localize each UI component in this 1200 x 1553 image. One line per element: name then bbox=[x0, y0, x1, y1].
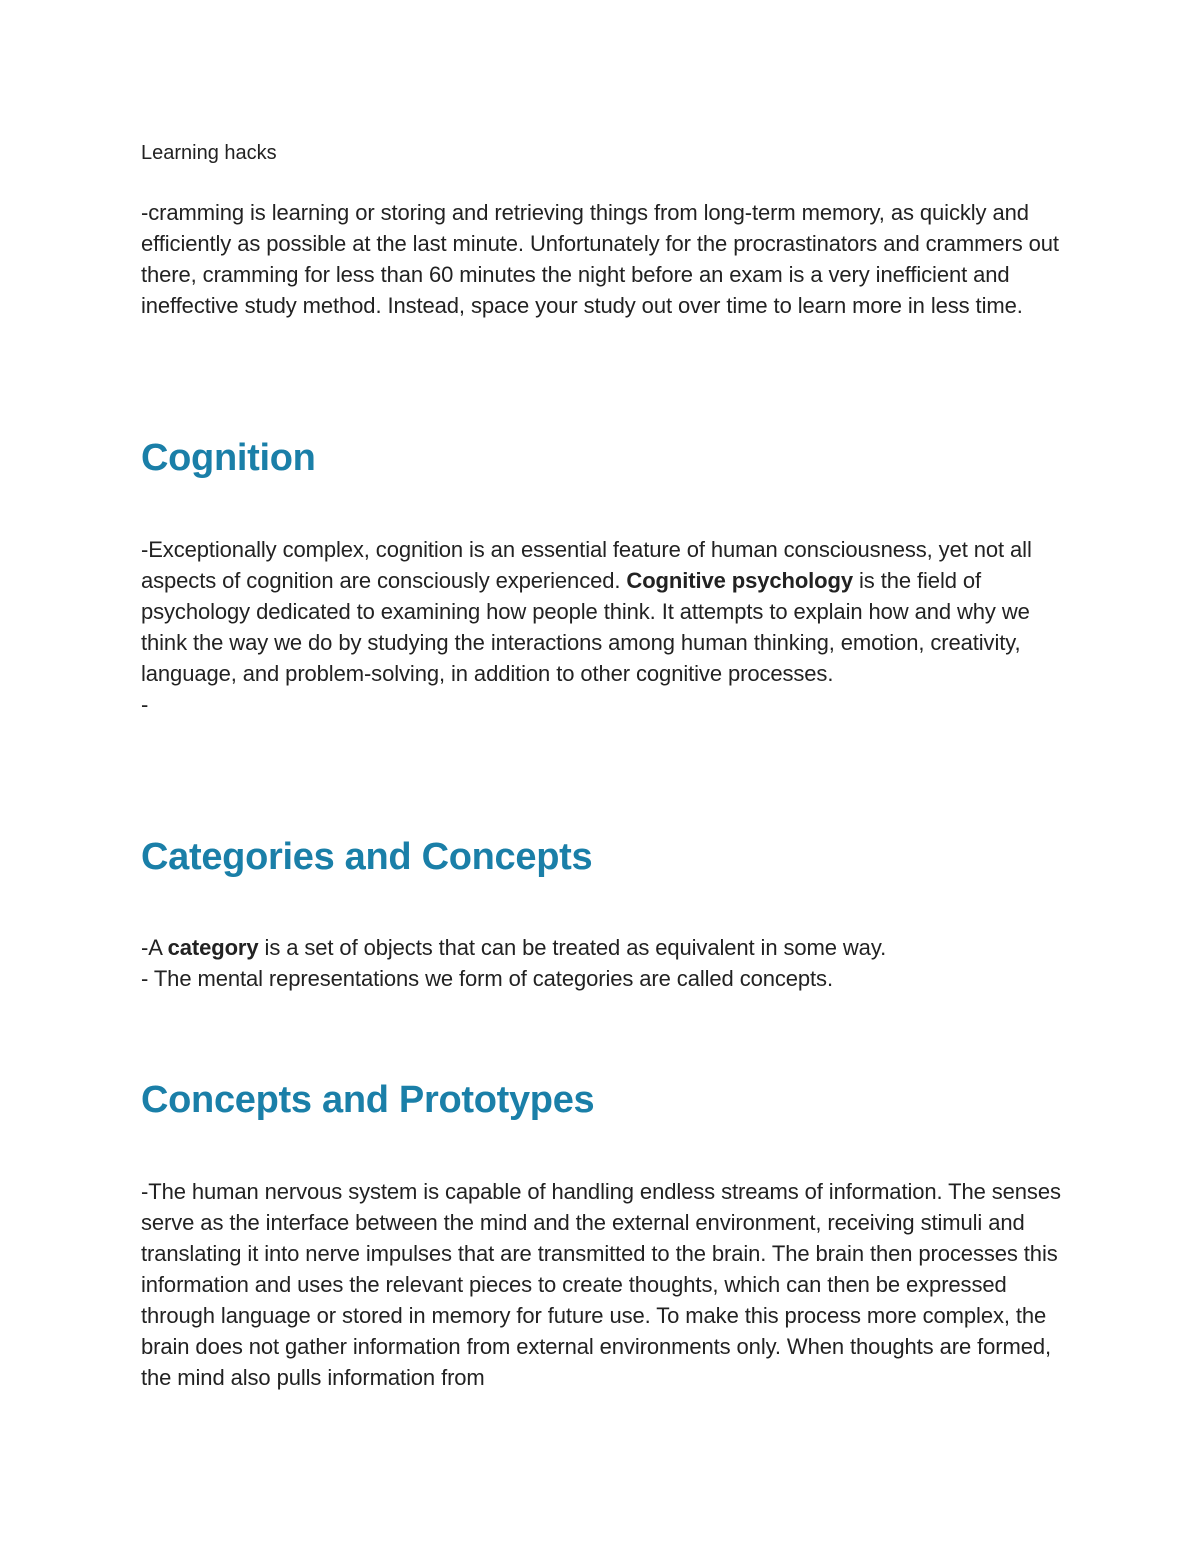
prototypes-heading: Concepts and Prototypes bbox=[141, 1079, 595, 1121]
categories-line-2: - The mental representations we form of categories are called concepts. bbox=[141, 966, 833, 991]
cognition-bold-term: Cognitive psychology bbox=[626, 568, 853, 593]
cognition-body bbox=[141, 534, 1071, 720]
category-text-suffix: is a set of objects that can be treated as equivalent in some way. bbox=[258, 935, 887, 960]
cognition-text-prefix: -Exceptionally complex, cognition is an essential feature of human consciousness, yet not all aspects of cognition are consciously experienced. bbox=[141, 537, 1032, 593]
categories-body bbox=[141, 932, 1071, 994]
categories-section bbox=[141, 834, 1071, 880]
category-bold-term: category bbox=[167, 935, 259, 960]
intro-title: Learning hacks bbox=[141, 142, 277, 164]
cognition-heading: Cognition bbox=[141, 437, 316, 479]
cognition-section bbox=[141, 435, 1071, 481]
intro-section bbox=[141, 139, 1071, 167]
intro-body bbox=[141, 197, 1071, 321]
cognition-dash: - bbox=[141, 692, 149, 717]
cognition-paragraph bbox=[141, 534, 1071, 689]
prototypes-section bbox=[141, 1077, 1071, 1123]
cognition-text-suffix: is the field of psychology dedicated to examining how people think. It attempts to explain how and why we think the way we do by studying the interactions among human thinking, emotion, creativity, language, and problem-solving, in addition to other cognitive processes. bbox=[141, 568, 1030, 686]
prototypes-paragraph: -The human nervous system is capable of handling endless streams of information. The senses serve as the interface between the mind and the external environment, receiving stimuli and translating it into nerve impulses that are transmitted to the brain. The brain then processes this information and uses the relevant pieces to create thoughts, which can then be expressed through language or stored in memory for future use. To make this process more complex, the brain does not gather information from external environments only. When thoughts are formed, the mind also pulls information from bbox=[141, 1179, 1061, 1390]
category-text-prefix: -A bbox=[141, 935, 168, 960]
prototypes-body bbox=[141, 1176, 1071, 1393]
categories-line-1 bbox=[141, 932, 1071, 963]
categories-heading: Categories and Concepts bbox=[141, 836, 593, 878]
intro-paragraph: -cramming is learning or storing and retrieving things from long-term memory, as quickly and efficiently as possible at the last minute. Unfortunately for the procrastinators and crammers out there, cramming for less than 60 minutes the night before an exam is a very inefficient and ineffective study method. Instead, space your study out over time to learn more in less time. bbox=[141, 200, 1059, 318]
